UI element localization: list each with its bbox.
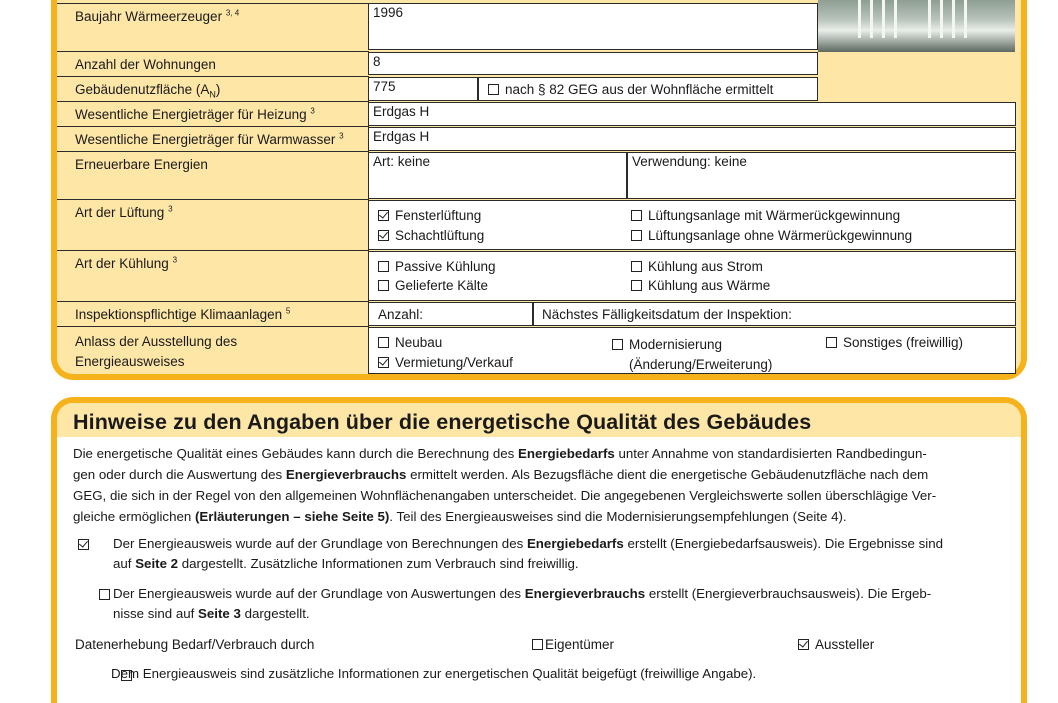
heating-cell[interactable] — [368, 102, 1016, 126]
ventilation-window-checkbox[interactable] — [378, 210, 389, 221]
ventilation-option-shaft[interactable]: Schachtlüftung — [378, 228, 484, 244]
reason-modernization-checkbox[interactable] — [612, 339, 623, 350]
ac-due-label: Nächstes Fälligkeitsdatum der Inspektion: — [542, 307, 792, 322]
notes-paragraph: Die energetische Qualität eines Gebäudes kann durch die Berechnung des Energiebedarfs unter Annahme von standardisierten Randbedingun- gen oder durch die Auswertung des Energieverbrauchs ermittelt werden. Als Bezugsfläche dient die energetische Gebäudenutzfläche nach dem GEG, die sich in der Regel von den allgemeinen Wohnflächenangaben unterscheidet. Die angegebenen Vergleichswerte sollen überschlägige Ver- gleiche ermöglichen (Erläuterungen – siehe Seite 5). Teil des Energieausweises sind die Modernisierungsempfehlungen (Seite 4). — [73, 446, 937, 524]
reason-label: Anlass der Ausstellung des Energieausweises — [75, 334, 238, 369]
units-label: Anzahl der Wohnungen — [75, 57, 216, 72]
heating-value: Erdgas H — [373, 104, 430, 119]
renewable-usage-value: Verwendung: keine — [632, 154, 747, 169]
data-collection-label: Datenerhebung Bedarf/Verbrauch durch — [75, 637, 315, 652]
ventilation-option-with-recovery[interactable]: Lüftungsanlage mit Wärmerückgewinnung — [631, 208, 900, 224]
hotwater-label: Wesentliche Energieträger für Warmwasser $^3$ — [75, 131, 344, 147]
area-method-checkbox[interactable] — [488, 84, 499, 95]
building-photo — [818, 0, 1015, 52]
reason-rental-checkbox[interactable] — [378, 357, 389, 368]
year-heater-value: 1996 — [373, 5, 404, 20]
hotwater-cell[interactable] — [368, 127, 1016, 151]
ventilation-label: Art der Lüftung $^3$ — [75, 204, 173, 220]
heating-label: Wesentliche Energieträger für Heizung $^3$ — [75, 106, 315, 122]
ventilation-option-window[interactable]: Fensterlüftung — [378, 208, 481, 224]
cooling-passive-checkbox[interactable] — [378, 261, 389, 272]
collection-issuer-checkbox[interactable] — [798, 639, 809, 650]
reason-other-checkbox[interactable] — [826, 337, 837, 348]
cooling-option-heat[interactable]: Kühlung aus Wärme — [631, 278, 770, 294]
ventilation-without-recovery-checkbox[interactable] — [631, 230, 642, 241]
cooling-electric-checkbox[interactable] — [631, 261, 642, 272]
ventilation-shaft-checkbox[interactable] — [378, 230, 389, 241]
reason-new-checkbox[interactable] — [378, 337, 389, 348]
area-label: Gebäudenutzfläche $(A_N)$ — [75, 82, 221, 100]
reason-option-modernization[interactable]: Modernisierung (Änderung/Erweiterung) — [612, 335, 772, 375]
cooling-option-passive[interactable]: Passive Kühlung — [378, 259, 496, 275]
cooling-option-electric[interactable]: Kühlung aus Strom — [631, 259, 763, 275]
reason-option-other[interactable]: Sonstiges (freiwillig) — [826, 335, 963, 351]
reason-option-rental[interactable]: Vermietung/Verkauf — [378, 355, 513, 371]
year-heater-label: Baujahr Wärmeerzeuger $^{3, 4}$ — [75, 8, 240, 24]
year-heater-cell[interactable] — [368, 3, 818, 50]
renewable-type-value: Art: keine — [373, 154, 431, 169]
units-cell[interactable] — [368, 52, 818, 75]
collection-issuer-option[interactable]: Aussteller — [798, 637, 874, 653]
cooling-label: Art der Kühlung $^3$ — [75, 255, 178, 271]
reason-option-new[interactable]: Neubau — [378, 335, 442, 351]
area-value: 775 — [373, 79, 396, 94]
collection-owner-checkbox[interactable] — [532, 639, 543, 650]
ac-count-label: Anzahl: — [378, 307, 424, 322]
renewable-label: Erneuerbare Energien — [75, 157, 208, 172]
ventilation-with-recovery-checkbox[interactable] — [631, 210, 642, 221]
hotwater-value: Erdgas H — [373, 129, 430, 144]
cooling-delivered-checkbox[interactable] — [378, 280, 389, 291]
consumption-certificate-checkbox[interactable] — [99, 589, 110, 600]
area-method-option[interactable]: nach § 82 GEG aus der Wohnfläche ermittelt — [488, 82, 773, 98]
ac-label: Inspektionspflichtige Klimaanlagen $^5$ — [75, 306, 291, 322]
cooling-option-delivered[interactable]: Gelieferte Kälte — [378, 278, 488, 294]
notes-title: Hinweise zu den Angaben über die energetische Qualität des Gebäudes — [73, 410, 812, 434]
cooling-heat-checkbox[interactable] — [631, 280, 642, 291]
consumption-certificate-text: Der Energieausweis wurde auf der Grundlage von Auswertungen des Energieverbrauchs erstellt (Energieverbrauchsausweis). Die Ergeb- nisse sind auf Seite 3 dargestellt. — [113, 586, 932, 621]
ventilation-option-without-recovery[interactable]: Lüftungsanlage ohne Wärmerückgewinnung — [631, 228, 912, 244]
collection-owner-option[interactable]: Eigentümer — [532, 637, 614, 653]
extra-info-text: Dem Energieausweis sind zusätzliche Informationen zur energetischen Qualität beigefügt (freiwillige Angabe). — [111, 666, 757, 681]
demand-certificate-checkbox[interactable] — [78, 539, 89, 550]
demand-certificate-text: Der Energieausweis wurde auf der Grundlage von Berechnungen des Energiebedarfs erstellt (Energiebedarfsausweis). Die Ergebnisse sind auf Seite 2 dargestellt. Zusätzliche Informationen zum Verbrauch sind freiwillig. — [113, 536, 944, 571]
units-value: 8 — [373, 54, 381, 69]
